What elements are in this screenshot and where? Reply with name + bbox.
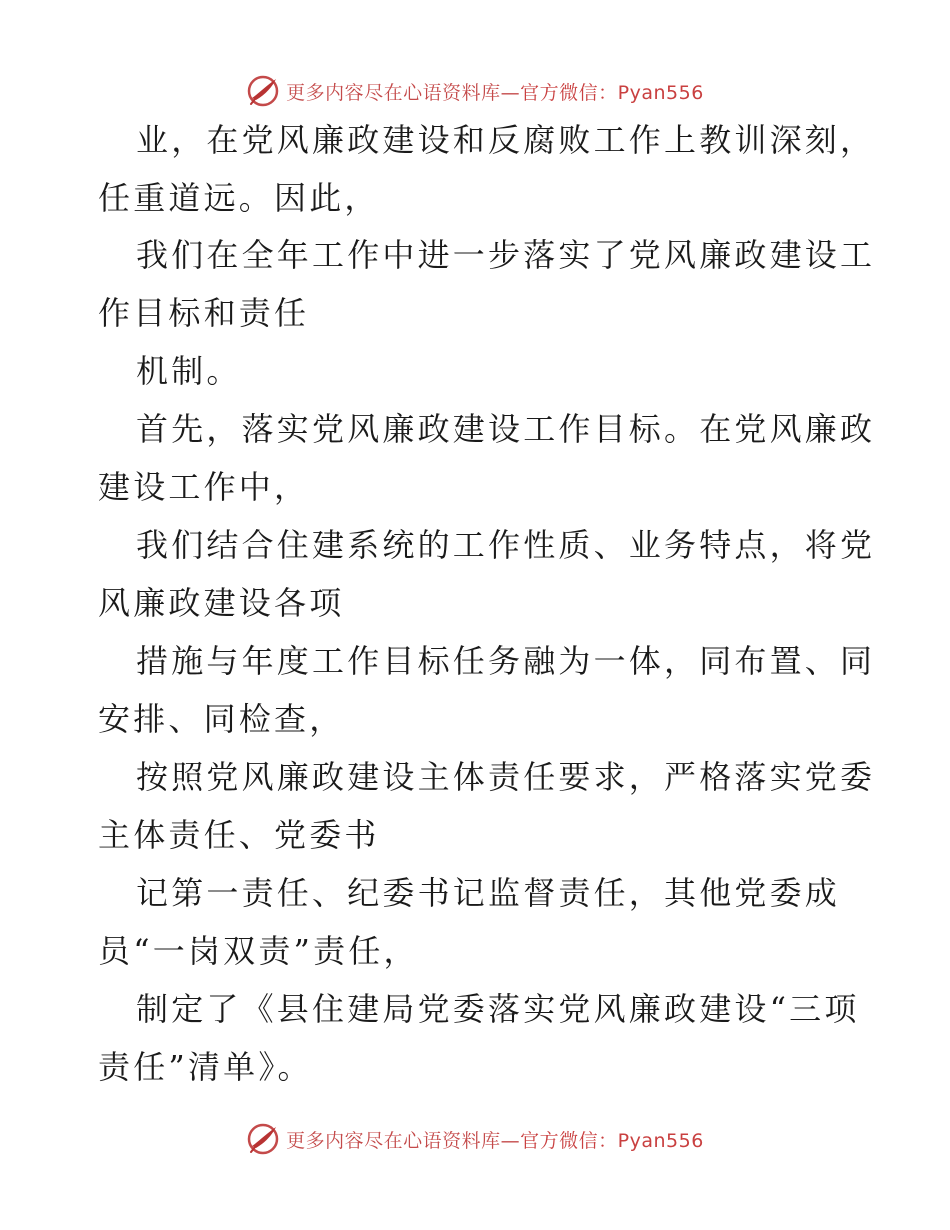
body-line: 风廉政建设各项 xyxy=(98,584,345,622)
footer-watermark xyxy=(0,1119,950,1159)
body-line: 措施与年度工作目标任务融为一体，同布置、同 xyxy=(136,642,876,680)
watermark-separator: — xyxy=(500,81,521,104)
header-watermark xyxy=(0,71,950,111)
body-line: 作目标和责任 xyxy=(98,294,310,332)
watermark-wechat: 官方微信：Pyan556 xyxy=(520,1129,704,1152)
watermark-text xyxy=(286,78,704,105)
body-line: 首先，落实党风廉政建设工作目标。在党风廉政 xyxy=(136,410,876,448)
body-line: 业，在党风廉政建设和反腐败工作上教训深刻， xyxy=(136,121,876,159)
body-line: 记第一责任、纪委书记监督责任，其他党委成 xyxy=(136,874,841,912)
watermark-main: 更多内容尽在心语资料库 xyxy=(286,1129,501,1152)
quill-pen-logo-icon xyxy=(246,74,280,108)
watermark-separator: — xyxy=(500,1129,521,1152)
quill-pen-logo-icon xyxy=(246,1122,280,1156)
body-line: 责任”清单》。 xyxy=(98,1048,313,1086)
body-line: 任重道远。因此， xyxy=(98,179,380,217)
body-line: 我们结合住建系统的工作性质、业务特点，将党 xyxy=(136,526,876,564)
watermark-group xyxy=(246,74,704,108)
body-line: 建设工作中， xyxy=(98,468,310,506)
body-line: 安排、同检查， xyxy=(98,700,345,738)
body-line: 制定了《县住建局党委落实党风廉政建设“三项 xyxy=(136,990,860,1028)
body-line: 主体责任、党委书 xyxy=(98,816,380,854)
watermark-text xyxy=(286,1126,704,1153)
body-line: 机制。 xyxy=(136,352,242,390)
watermark-wechat: 官方微信：Pyan556 xyxy=(520,81,704,104)
body-line: 员“一岗双责”责任， xyxy=(98,932,419,970)
watermark-group xyxy=(246,1122,704,1156)
body-line: 我们在全年工作中进一步落实了党风廉政建设工 xyxy=(136,236,876,274)
watermark-main: 更多内容尽在心语资料库 xyxy=(286,81,501,104)
body-line: 按照党风廉政建设主体责任要求，严格落实党委 xyxy=(136,758,876,796)
